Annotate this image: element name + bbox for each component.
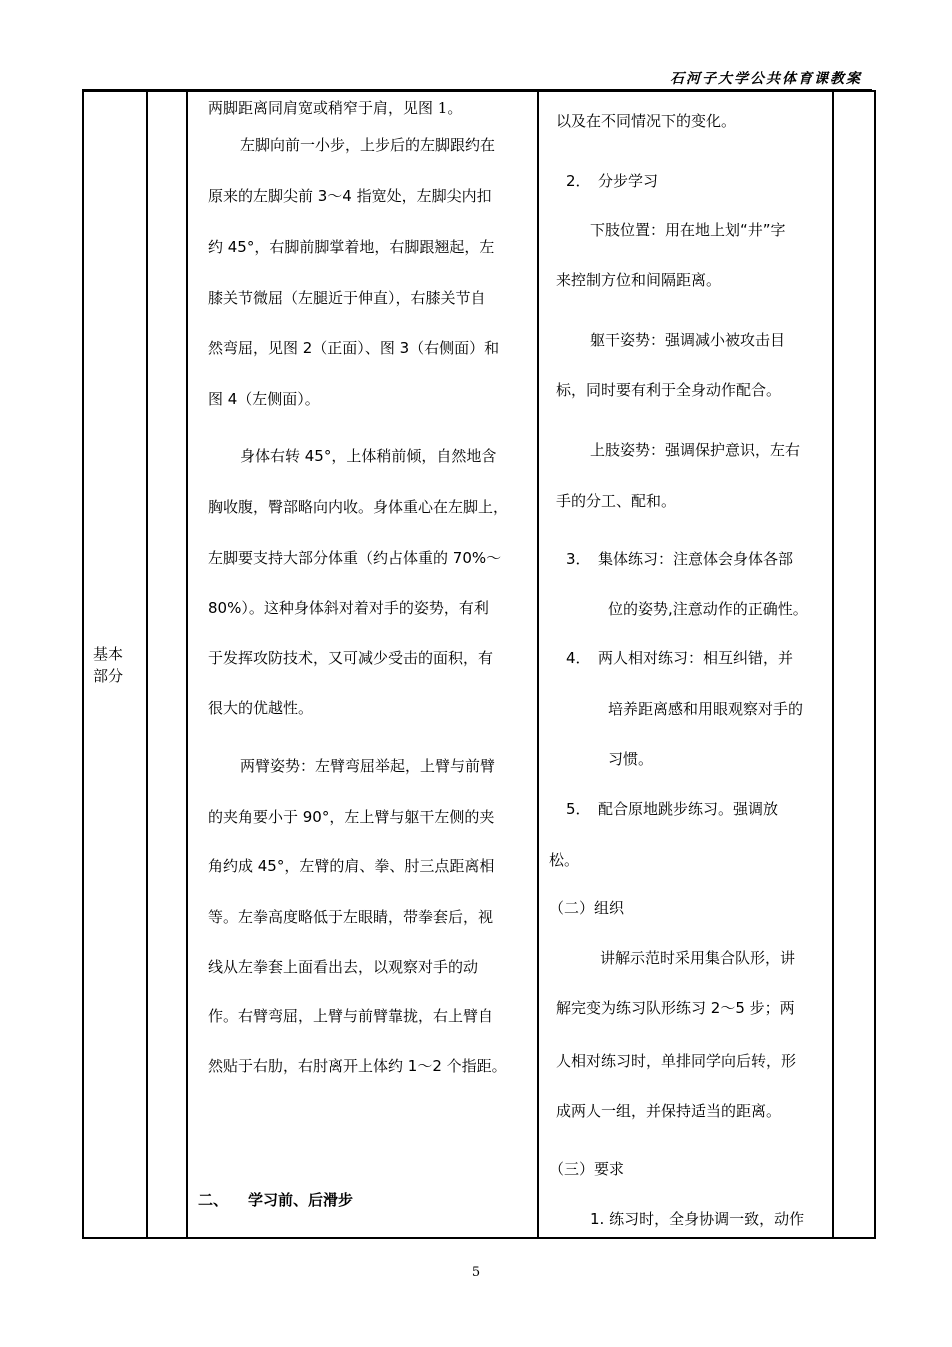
method-line: 松。 [549, 851, 580, 869]
content-line: 于发挥攻防技术，又可减少受击的面积，有 [208, 649, 494, 667]
method-line: 培养距离感和用眼观察对手的 [608, 700, 804, 718]
content-cell [187, 91, 538, 1238]
method-line: 来控制方位和间隔距离。 [556, 271, 722, 289]
method-cell [538, 91, 833, 1238]
method-line: 4． 两人相对练习：相互纠错，并 [566, 649, 794, 667]
content-line: 线从左拳套上面看出去，以观察对手的动 [208, 958, 479, 976]
content-line: 很大的优越性。 [208, 699, 314, 717]
content-line: 胸收腹，臀部略向内收。身体重心在左脚上， [208, 498, 509, 516]
content-line: 左脚向前一小步，上步后的左脚跟约在 [240, 136, 496, 154]
section-heading: 学习前、后滑步 [248, 1191, 354, 1209]
method-line: 躯干姿势：强调减小被攻击目 [590, 331, 786, 349]
method-line: 上肢姿势：强调保护意识，左右 [590, 441, 801, 459]
content-line: 角约成 45°，左臂的肩、拳、肘三点距离相 [208, 857, 495, 875]
content-line: 原来的左脚尖前 3～4 指宽处，左脚尖内扣 [208, 187, 492, 205]
page-number: 5 [471, 1265, 481, 1280]
content-line: 两脚距离同肩宽或稍窄于肩，见图 1。 [208, 99, 463, 117]
content-line: 膝关节微屈（左腿近于伸直），右膝关节自 [208, 289, 486, 307]
method-line: 位的姿势,注意动作的正确性。 [608, 600, 808, 618]
method-line: 2． 分步学习 [566, 172, 659, 190]
method-line: （二）组织 [549, 899, 625, 917]
method-line: 1. 练习时，全身协调一致，动作 [590, 1210, 805, 1228]
section-label: 基本部分 [93, 644, 124, 685]
lesson-plan-table [82, 90, 876, 1239]
method-line: （三）要求 [549, 1160, 625, 1178]
method-line: 习惯。 [608, 750, 654, 768]
method-line: 讲解示范时采用集合队形，讲 [600, 949, 796, 967]
content-line: 左脚要支持大部分体重（约占体重的 70%～ [208, 549, 502, 567]
content-line: 约 45°，右脚前脚掌着地，右脚跟翘起，左 [208, 238, 495, 256]
section-heading-number: 二、 [198, 1191, 229, 1209]
content-line: 然弯屈，见图 2（正面）、图 3（右侧面）和 [208, 339, 500, 357]
content-line: 等。左拳高度略低于左眼睛，带拳套后，视 [208, 908, 494, 926]
method-line: 5． 配合原地跳步练习。强调放 [566, 800, 779, 818]
content-line: 80%）。这种身体斜对着对手的姿势，有利 [208, 599, 489, 617]
method-line: 3． 集体练习：注意体会身体各部 [566, 550, 794, 568]
table-row [83, 91, 875, 1238]
method-line: 手的分工、配和。 [556, 492, 677, 510]
empty-cell [833, 91, 875, 1238]
method-line: 解完变为练习队形练习 2～5 步；两 [556, 999, 795, 1017]
content-line: 两臂姿势：左臂弯屈举起，上臂与前臂 [240, 757, 496, 775]
content-line: 图 4（左侧面）。 [208, 390, 320, 408]
method-line: 标，同时要有利于全身动作配合。 [556, 381, 782, 399]
method-line: 成两人一组，并保持适当的距离。 [556, 1102, 782, 1120]
method-line: 以及在不同情况下的变化。 [556, 112, 737, 130]
empty-cell [147, 91, 187, 1238]
content-line: 身体右转 45°，上体稍前倾，自然地含 [240, 447, 497, 465]
content-line: 然贴于右肋，右肘离开上体约 1～2 个指距。 [208, 1057, 507, 1075]
content-line: 的夹角要小于 90°，左上臂与躯干左侧的夹 [208, 808, 495, 826]
page-header-title: 石河子大学公共体育课教案 [670, 71, 862, 87]
method-line: 人相对练习时，单排同学向后转，形 [556, 1052, 797, 1070]
method-line: 下肢位置：用在地上划“井”字 [590, 221, 786, 239]
content-line: 作。右臂弯屈，上臂与前臂靠拢，右上臂自 [208, 1007, 494, 1025]
section-label-cell [83, 91, 147, 1238]
